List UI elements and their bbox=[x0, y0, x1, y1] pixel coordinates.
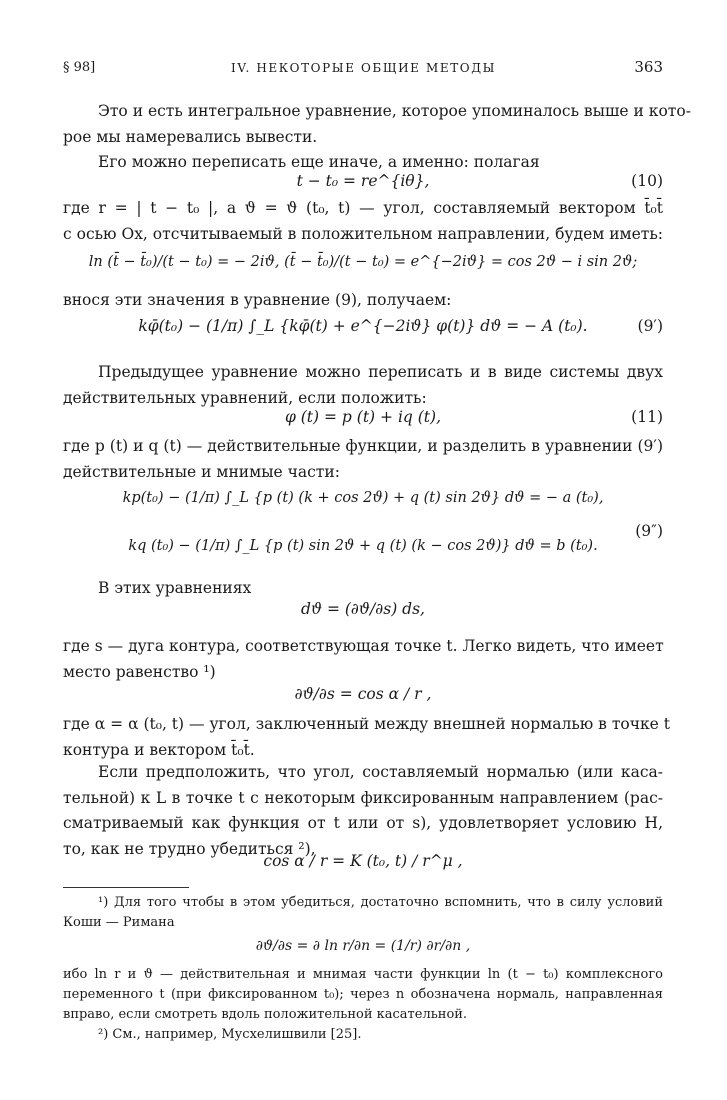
text-line: место равенство ¹) bbox=[63, 662, 216, 681]
text-line: то, как не трудно убедиться ²), bbox=[63, 839, 316, 858]
paragraph-10 bbox=[63, 760, 663, 862]
text-line: где r = | t − t₀ |, а ϑ = ϑ (t₀, t) — угол, составляемый вектором t̄₀t̄ bbox=[63, 199, 663, 217]
equation-9-double-prime-b: kq (t₀) − (1/π) ∫_L {p (t) sin 2ϑ + q (t) (k − cos 2ϑ)} dϑ = b (t₀). bbox=[128, 538, 598, 554]
footnote-equation: ∂ϑ/∂s = ∂ ln r/∂n = (1/r) ∂r/∂n , bbox=[255, 938, 471, 954]
equation-number-9-prime: (9′) bbox=[637, 317, 663, 335]
text-line: действительные и мнимые части: bbox=[63, 462, 340, 481]
paragraph-1 bbox=[63, 99, 691, 150]
paragraph-3 bbox=[63, 196, 663, 247]
paragraph-5 bbox=[63, 360, 663, 411]
text-line: где α = α (t₀, t) — угол, заключенный между внешней нормалью в точке t bbox=[63, 715, 671, 733]
equation-number-9-double-prime: (9″) bbox=[635, 522, 663, 540]
text-line: сматриваемый как функция от t или от s), удовлетворяет условию H, bbox=[63, 814, 663, 833]
footnote-2 bbox=[63, 1025, 663, 1045]
text-line: Это и есть интегральное уравнение, которое упоминалось выше и кото- bbox=[98, 102, 691, 120]
running-head: IV. НЕКОТОРЫЕ ОБЩИЕ МЕТОДЫ bbox=[230, 61, 497, 75]
footnote-1-continued bbox=[63, 965, 663, 1025]
paragraph-9 bbox=[63, 712, 671, 763]
equation-10: t − t₀ = re^{iθ}, bbox=[296, 172, 430, 190]
paragraph-4 bbox=[63, 288, 663, 314]
equation-9-double-prime-a: kp(t₀) − (1/π) ∫_L {p (t) (k + cos 2ϑ) + q (t) sin 2ϑ} dϑ = − a (t₀), bbox=[122, 490, 604, 506]
text-line: рое мы намеревались вывести. bbox=[63, 127, 318, 146]
text-line: контура и вектором t̄₀t̄. bbox=[63, 740, 255, 759]
equation-number-11: (11) bbox=[631, 408, 663, 426]
text-line: действительных уравнений, если положить: bbox=[63, 388, 427, 407]
equation-number-10: (10) bbox=[631, 172, 663, 190]
footnote-line: ибо ln r и ϑ — действительная и мнимая части функции ln (t − t₀) комплексного bbox=[63, 967, 663, 982]
text-line: с осью Ox, отсчитываемый в положительном направлении, будем иметь: bbox=[63, 224, 664, 243]
page-number: 363 bbox=[634, 58, 663, 76]
equation-9-prime: kφ̄(t₀) − (1/π) ∫_L {kφ̄(t) + e^{−2iϑ} φ(t)} dϑ = − A (t₀). bbox=[138, 317, 588, 335]
footnote-line: ²) См., например, Мусхелишвили [25]. bbox=[98, 1027, 362, 1042]
text-line: где s — дуга контура, соответствующая точке t. Легко видеть, что имеет bbox=[63, 637, 664, 655]
paragraph-8 bbox=[63, 634, 663, 685]
text-line: Если предположить, что угол, составляемый нормалью (или каса- bbox=[98, 763, 663, 781]
footnote-1 bbox=[63, 893, 663, 933]
footnote-line: Коши — Римана bbox=[63, 915, 175, 930]
text-line: Его можно переписать еще иначе, а именно: полагая bbox=[98, 153, 540, 171]
footnote-line: вправо, если смотреть вдоль положительной касательной. bbox=[63, 1007, 468, 1022]
paragraph-6 bbox=[63, 434, 663, 485]
text-line: В этих уравнениях bbox=[98, 579, 252, 597]
equation-cos-alpha: ∂ϑ/∂s = cos α / r , bbox=[294, 685, 432, 703]
text-line: где p (t) и q (t) — действительные функции, и разделить в уравнении (9′) bbox=[63, 437, 663, 455]
equation-11: φ (t) = p (t) + iq (t), bbox=[284, 408, 441, 426]
paragraph-7 bbox=[63, 576, 663, 602]
text-line: Предыдущее уравнение можно переписать и в виде системы двух bbox=[98, 363, 663, 381]
equation-K: cos α / r = K (t₀, t) / r^μ , bbox=[263, 852, 463, 870]
footnote-rule bbox=[63, 887, 189, 888]
text-line: внося эти значения в уравнение (9), получаем: bbox=[63, 291, 452, 309]
text-line: тельной) к L в точке t с некоторым фиксированным направлением (рас- bbox=[63, 788, 663, 807]
section-marker: § 98] bbox=[63, 60, 96, 75]
footnote-line: ¹) Для того чтобы в этом убедиться, достаточно вспомнить, что в силу условий bbox=[98, 895, 663, 910]
footnote-line: переменного t (при фиксированном t₀); через n обозначена нормаль, направленная bbox=[63, 987, 663, 1002]
equation-dtheta: dϑ = (∂ϑ/∂s) ds, bbox=[301, 600, 425, 618]
equation-ln: ln (t̄ − t̄₀)/(t − t₀) = − 2iϑ, (t̄ − t̄₀)/(t − t₀) = e^{−2iϑ} = cos 2ϑ − i sin 2ϑ; bbox=[88, 254, 638, 270]
